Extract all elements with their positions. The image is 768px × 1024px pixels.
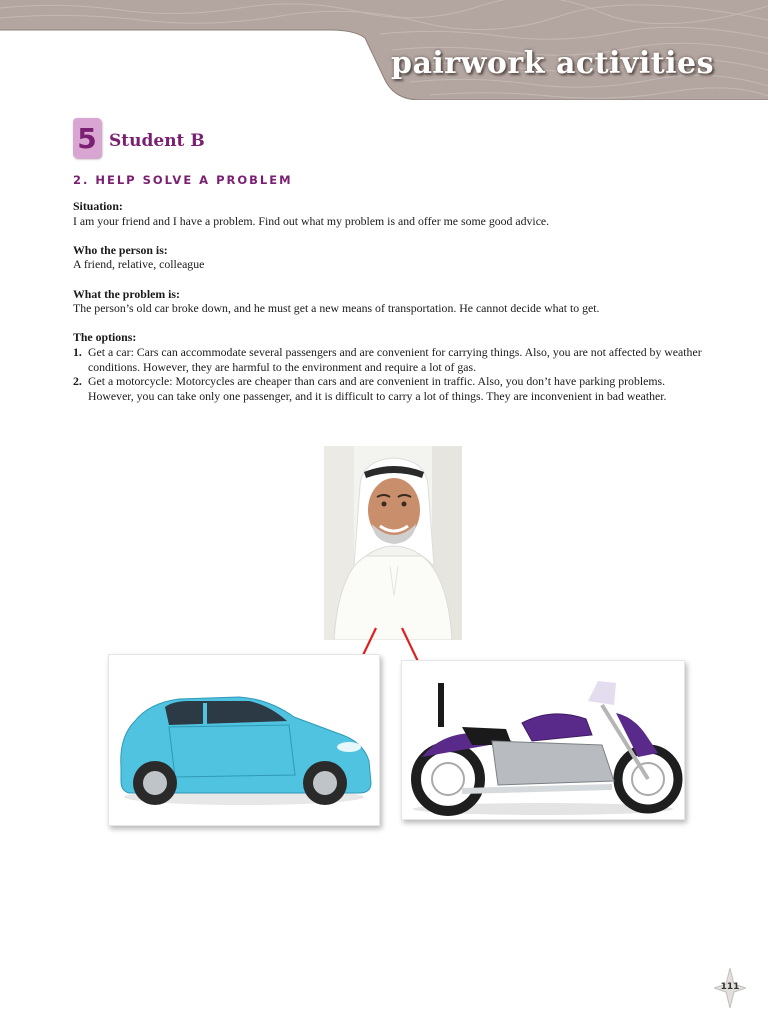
page-number-marker xyxy=(714,968,746,1008)
problem-text: The person’s old car broke down, and he must get a new means of transportation. He cannot decide what to get. xyxy=(73,301,600,316)
activity-content xyxy=(73,199,713,403)
man-photo xyxy=(324,446,462,640)
person-label: Who the person is: xyxy=(73,242,168,257)
option-item xyxy=(73,374,713,403)
car-photo xyxy=(108,654,380,826)
situation-label: Situation: xyxy=(73,199,123,213)
section-title: 2. HELP SOLVE A PROBLEM xyxy=(73,173,293,187)
situation-text: I am your friend and I have a problem. Find out what my problem is and offer me some good advice. xyxy=(73,213,550,228)
option-text: Get a motorcycle: Motorcycles are cheaper than cars and are convenient in traffic. Also, you don’t have parking problems. However, you can take only one passenger, and it is difficult to carry a lot of things. They are inconvenient in bad weather. xyxy=(88,374,667,403)
unit-badge xyxy=(73,118,101,158)
problem-label: What the problem is: xyxy=(73,286,180,301)
unit-number: 5 xyxy=(77,121,97,155)
motorcycle-photo xyxy=(401,660,685,820)
option-number: 1. xyxy=(73,344,82,359)
page-title: pairwork activities xyxy=(390,46,714,81)
options-label: The options: xyxy=(73,330,137,345)
page-number: 111 xyxy=(720,982,740,992)
student-label: Student B xyxy=(109,131,205,151)
header-banner xyxy=(0,0,768,100)
person-text: A friend, relative, colleague xyxy=(73,257,205,272)
option-item xyxy=(73,345,713,374)
option-text: Get a car: Cars can accommodate several passengers and are convenient for carrying things. Also, you are not affected by weather conditions. However, they are harmful to the environment and require a lot of gas. xyxy=(88,344,702,374)
option-number: 2. xyxy=(73,374,82,389)
